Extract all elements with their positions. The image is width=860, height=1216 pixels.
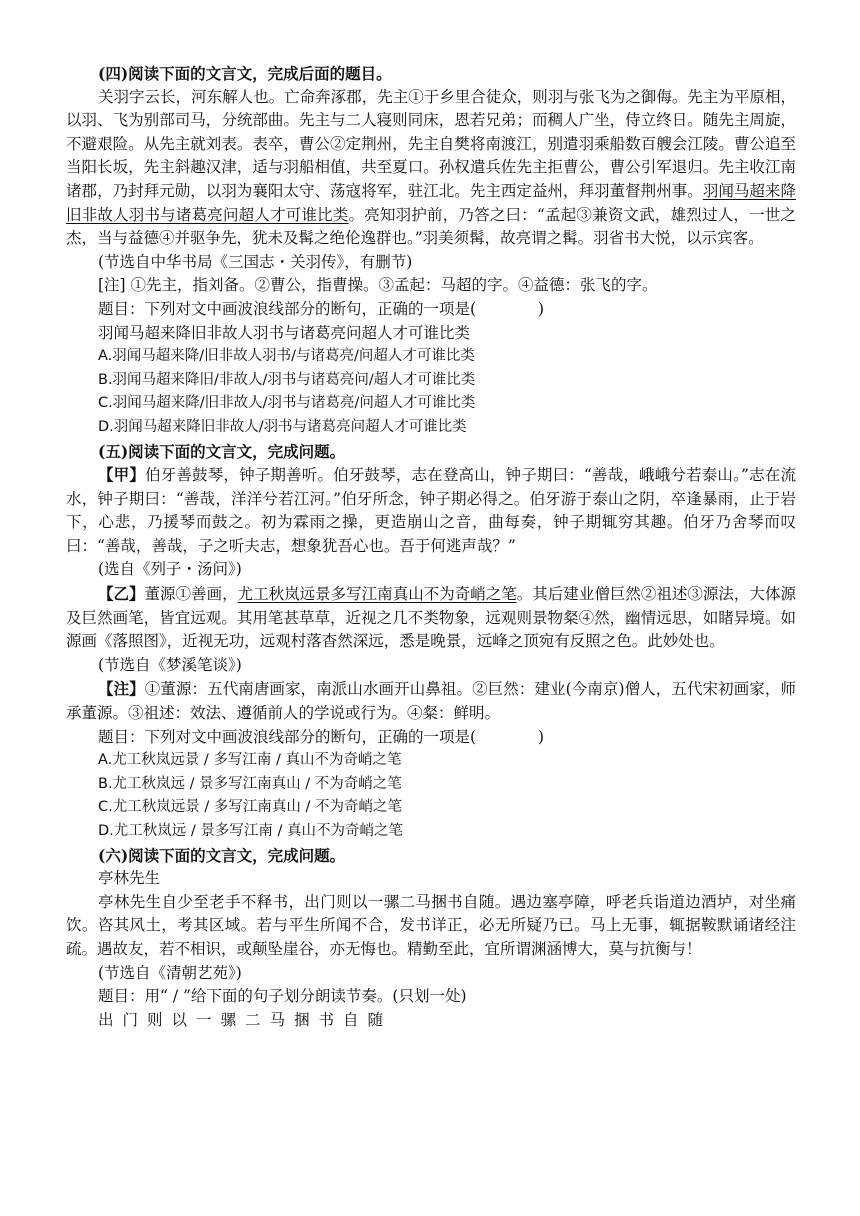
section-4-heading: (四)阅读下面的文言文，完成后面的题目。: [98, 64, 392, 83]
passage-text: 董源①善画，: [144, 585, 238, 604]
option-b: B.羽闻马超来降旧/非故人/羽书与诸葛亮问/超人才可谁比类: [98, 371, 476, 388]
section-6-sentence: 出门则以一骡二马捆书自随: [98, 1010, 393, 1029]
passage-label: 【乙】: [98, 584, 145, 604]
option-d: D.尤工秋岚远 / 景多写江南 / 真山不为奇峭之笔: [98, 823, 403, 839]
passage-text: 伯牙善鼓琴，钟子期善听。伯牙鼓琴，志在登高山，钟子期曰：“善哉，峨峨兮若泰山。”志在流水，钟子期曰：“善哉，洋洋兮若江河。”伯牙所念，钟子期必得之。伯牙游于泰山之阴，卒逢暴雨，止于岩下，心悲，乃援琴而鼓之。初为霖雨之操，更造崩山之音，曲每奏，钟子期辄穷其趣。伯牙乃舍琴而叹曰：“善哉，善哉，子之听夫志，想象犹吾心也。吾于何逃声哉？”: [66, 466, 796, 555]
wavy-underlined-sentence: 尤工秋岚远景多写江南真山不为奇峭之笔: [237, 585, 517, 604]
option-b: B.尤工秋岚远 / 景多写江南真山 / 不为奇峭之笔: [98, 775, 402, 792]
section-6-heading: (六)阅读下面的文言文，完成问题。: [98, 845, 346, 865]
section-5-heading: (五)阅读下面的文言文，完成问题。: [98, 441, 346, 461]
passage-label: 【甲】: [98, 465, 146, 485]
note-label: 【注】: [98, 679, 145, 699]
option-a: A.羽闻马超来降/旧非故人羽书/与诸葛亮/问超人才可谁比类: [98, 348, 475, 365]
section-5-jia-source: (选自《列子・汤问》): [98, 560, 242, 579]
option-c: C.羽闻马超来降/旧非故人/羽书与诸葛亮/问超人才可谁比类: [98, 395, 476, 412]
wavy-underlined-sentence: 羽闻马超来降旧非故人羽书与诸葛亮问超人才可谁比类: [66, 181, 796, 224]
note-text: ①董源：五代南唐画家，南派山水画开山鼻祖。②巨然：建业(今南京)僧人，五代宋初画家，师承董源。③祖述：效法、遵循前人的学说或行为。④粲：鲜明。: [66, 680, 796, 723]
option-d: D.羽闻马超来降旧非故人/羽书与诸葛亮问超人才可谁比类: [98, 418, 467, 435]
section-6-source: (节选自《清朝艺苑》): [98, 963, 242, 982]
passage-text-continued: 。亮知羽护前，乃答之曰：“孟起③兼资文武，雄烈过人，一世之杰，当与益德④并驱争先，犹未及髯之绝伦逸群也。”羽美须髯，故亮谓之髯。羽省书大悦，以示宾客。: [66, 205, 796, 248]
option-c: C.尤工秋岚远景 / 多写江南真山 / 不为奇峭之笔: [98, 799, 402, 816]
section-6-title: 亭林先生: [98, 869, 161, 888]
section-4-question: 题目：下列对文中画波浪线部分的断句，正确的一项是( ): [98, 299, 545, 318]
passage-text-continued: 。其后建业僧巨然②祖述③源法，大体源及巨然画笔，皆宜远观。其用笔甚草草，近视之几不类物象，远观则景物粲④然，幽情远思，如睹异境。如源画《落照图》，近视无功，远观村落杳然深远，悉是晚景，远峰之顶宛有反照之色。此妙处也。: [66, 585, 796, 651]
section-4-passage: [66, 86, 796, 251]
section-4-source: (节选自中华书局《三国志・关羽传》，有删节): [98, 252, 413, 271]
section-5-note: [66, 677, 796, 725]
section-6-passage: 亭林先生自少至老手不释书，出门则以一骡二马捆书自随。遇边塞亭障，呼老兵诣道边酒垆，对坐痛饮。咨其风土，考其区域。若与平生所闻不合，发书详正，必无所疑乃已。马上无事，辄据鞍默诵诸经注疏。遇故友，若不相识，或颠坠崖谷，亦无悔也。精勤至此，宜所谓渊涵博大，莫与抗衡与！: [66, 892, 796, 958]
option-a: A.尤工秋岚远景 / 多写江南 / 真山不为奇峭之笔: [98, 752, 402, 769]
section-5-question: 题目：下列对文中画波浪线部分的断句，正确的一项是( ): [98, 727, 545, 746]
section-5-passage-yi: [66, 582, 796, 654]
section-4-note: [注] ①先主，指刘备。②曹公，指曹操。③孟起：马超的字。④益德：张飞的字。: [98, 276, 658, 295]
document-page: [66, 62, 796, 1032]
section-4-sentence: 羽闻马超来降旧非故人羽书与诸葛亮问超人才可谁比类: [98, 323, 471, 342]
section-5-yi-source: (节选自《梦溪笔谈》): [98, 655, 242, 674]
section-5-passage-jia: [66, 463, 796, 558]
passage-text: 关羽字云长，河东解人也。亡命奔涿郡，先主①于乡里合徒众，则羽与张飞为之御侮。先主为平原相，以羽、飞为别部司马，分统部曲。先主与二人寝则同床，恩若兄弟；而稠人广坐，侍立终日。随先主周旋，不避艰险。从先主就刘表。表卒，曹公②定荆州，先主自樊将南渡江，别遣羽乘船数百艘会江陵。曹公追至当阳长坂，先主斜趣汉津，适与羽船相值，共至夏口。孙权遣兵佐先主拒曹公，曹公引军退归。先主收江南诸郡，乃封拜元勋，以羽为襄阳太守、荡寇将军，驻江北。先主西定益州，拜羽董督荆州事。: [66, 87, 796, 200]
section-6-question: 题目：用“ / ”给下面的句子划分朗读节奏。(只划一处): [98, 987, 467, 1006]
